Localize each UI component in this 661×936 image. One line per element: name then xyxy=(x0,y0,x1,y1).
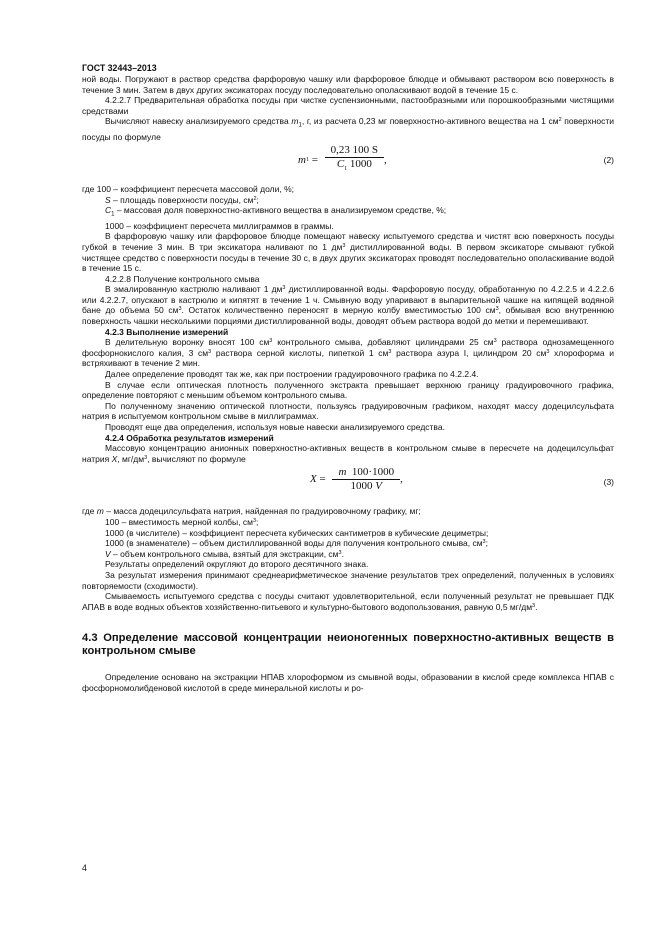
where-2-line-3: $C_1$ – массовая доля поверхностно-активного вещества в анализируемом средстве, %; xyxy=(105,205,447,219)
formula-3-lhs: X xyxy=(310,473,317,486)
result-acceptance: Смываемость испытуемого средства с посуды считают удовлетворительной, если полученный результат не превышает ПДК АПАВ в воде водных объектов хозяйственно-питьевого и культурно-бытового водопользования, равную 0,5 $мг/дм^3$. xyxy=(82,591,614,612)
formula-2-denominator: $C_1$ 1000 xyxy=(336,157,372,173)
clause-4-2-3-p3: В случае если оптическая плотность полученного экстракта превышает верхнюю границу градуировочного графика, определение повторяют с меньшим объемом контрольного смыва. xyxy=(82,379,614,401)
section-4-3-paragraph: Определение основано на экстракции НПАВ хлороформом из смывной воды, образовании в кислой среде комплекса НПАВ с фосфорномолибденовой кислотой в среде минеральной кислоты и ро- xyxy=(82,672,614,693)
result-rounding: Результаты определений округляют до второго десятичного знака. xyxy=(105,559,369,570)
clause-4-2-2-7-text: Вычисляют навеску анализируемого средства $m_1$, г, из расчета 0,23 мг поверхностно-активного вещества на 1 $см^2$ поверхности посуды по формуле xyxy=(82,116,614,142)
clause-4-2-4-text: Массовую концентрацию анионных поверхностно-активных веществ в контрольном смыве в пересчете на додецилсульфат натрия X, $мг/дм^3$, вычисляют по формуле xyxy=(82,443,614,464)
where-2-line-2: S – площадь поверхности посуды, $см^2$; xyxy=(105,194,259,205)
formula-2: m 1 = $\frac{0,23 100 S}{C_1 1000}$ , (2) xyxy=(82,142,614,184)
document-header: ГОСТ 32443–2013 xyxy=(82,63,157,73)
where-2-line-4: 1000 – коэффициент пересчета миллиграммов в граммы. xyxy=(105,220,334,231)
where-2-line-1: где 100 – коэффициент пересчета массовой доли, %; xyxy=(82,184,295,195)
where-3-line-4: 1000 (в знаменателе) – объем дистиллированной воды для получения контрольного смыва, $см^3$; xyxy=(105,538,488,549)
where-3-line-2: 100 – вместимость мерной колбы, $см^3$; xyxy=(105,516,259,527)
page-number: 4 xyxy=(82,863,87,873)
clause-4-2-3-title: 4.2.3 Выполнение измерений xyxy=(105,326,229,337)
document-body xyxy=(82,74,614,694)
formula-2-lhs: m xyxy=(298,153,306,166)
clause-4-2-2-8-text: В эмалированную кастрюлю наливают 1 $дм^3$ дистиллированной воды. Фарфоровую посуду, обработанную по 4.2.2.5 и 4.2.2.6 или 4.2.2.7, опускают в кастрюлю и кипятят в течение 1 ч. Смывную воду упаривают в выпарительной чашке на кипящей водяной бане до объема 50 $см^3$. Остаток количественно переносят в мерную колбу вместимостью 100 $см^3$, обмывая всю внутреннюю поверхность чашки несколькими порциями дистиллированной воды, доводят объем раствора водой до метки и перемешивают. xyxy=(82,284,614,327)
formula-2-number: (2) xyxy=(603,155,614,166)
formula-3-numerator: m 100·1000 xyxy=(332,467,400,480)
where-3-line-5: V – объем контрольного смыва, взятый для экстракции, $см^3$. xyxy=(105,548,344,559)
clause-4-2-4-title: 4.2.4 Обработка результатов измерений xyxy=(105,432,274,443)
clause-4-2-3-p5: Проводят еще два определения, используя новые навески анализируемого средства. xyxy=(105,422,445,432)
where-3-line-3: 1000 (в числителе) – коэффициент пересчета кубических сантиметров в кубические дециметры; xyxy=(105,527,489,538)
paragraph-rinse: В фарфоровую чашку или фарфоровое блюдце помещают навеску испытуемого средства и чистят всю поверхность посуды губкой в течение 3 мин. В три эксикатора наливают по 1 $дм^3$ дистиллированной воды. В первом эксикаторе смывают губкой чистящее средство с поверхности посуды в течение 30 с, в двух других эксикаторах проводят последовательно ополаскивание водой в течение 15 с. xyxy=(82,231,615,274)
clause-4-2-2-8-title: 4.2.2.8 Получение контрольного смыва xyxy=(105,273,260,284)
formula-3-number: (3) xyxy=(603,477,614,488)
result-average: За результат измерения принимают среднеарифметическое значение результатов трех определений, полученных в условиях повторяемости (сходимости). xyxy=(82,569,614,591)
where-3-line-1: где m – масса додецилсульфата натрия, найденная по градуировочному графику, мг; xyxy=(82,506,421,517)
formula-2-numerator: 0,23 100 S xyxy=(325,145,384,158)
formula-2-fraction xyxy=(325,145,384,174)
clause-4-2-2-7-title: 4.2.2.7 Предварительная обработка посуды при чистке суспензионными, пастообразными или порошкообразными чистящими средствами xyxy=(82,95,614,116)
clause-4-2-3-p4: По полученному значению оптической плотности, пользуясь градуировочным графиком, находят массу додецилсульфата натрия в испытуемом контрольном смыве в миллиграммах. xyxy=(82,400,614,422)
formula-3-denominator: 1000 V xyxy=(350,479,382,492)
clause-4-2-3-text: В делительную воронку вносят 100 $см^3$ контрольного смыва, добавляют цилиндрами 25 $см^3$ раствора однозамещенного фосфорнокислого калия, 3 $см^3$ раствора серной кислоты, пипеткой 1 $см^3$ раствора азура I, цилиндром 20 $см^3$ хлороформа и встряхивают в течение 2 мин. xyxy=(82,337,615,369)
paragraph-continuation: ной воды. Погружают в раствор средства фарфоровую чашку или фарфоровое блюдце и обмывают раствором всю поверхность в течение 3 мин. Затем в двух других эксикаторах посуду последовательно ополаскивают водой в течение 15 с. xyxy=(82,74,614,95)
formula-3: X = $\frac{m 100\cdot 1000}{1000 V}$ , (3) xyxy=(310,466,614,492)
section-4-3-heading: 4.3 Определение массовой концентрации неионогенных поверхностно-активных веществ в контрольном смыве xyxy=(82,632,614,658)
clause-4-2-3-p2: Далее определение проводят так же, как при построении градуировочного графика по 4.2.2.4. xyxy=(105,369,479,380)
formula-3-fraction xyxy=(332,467,400,491)
